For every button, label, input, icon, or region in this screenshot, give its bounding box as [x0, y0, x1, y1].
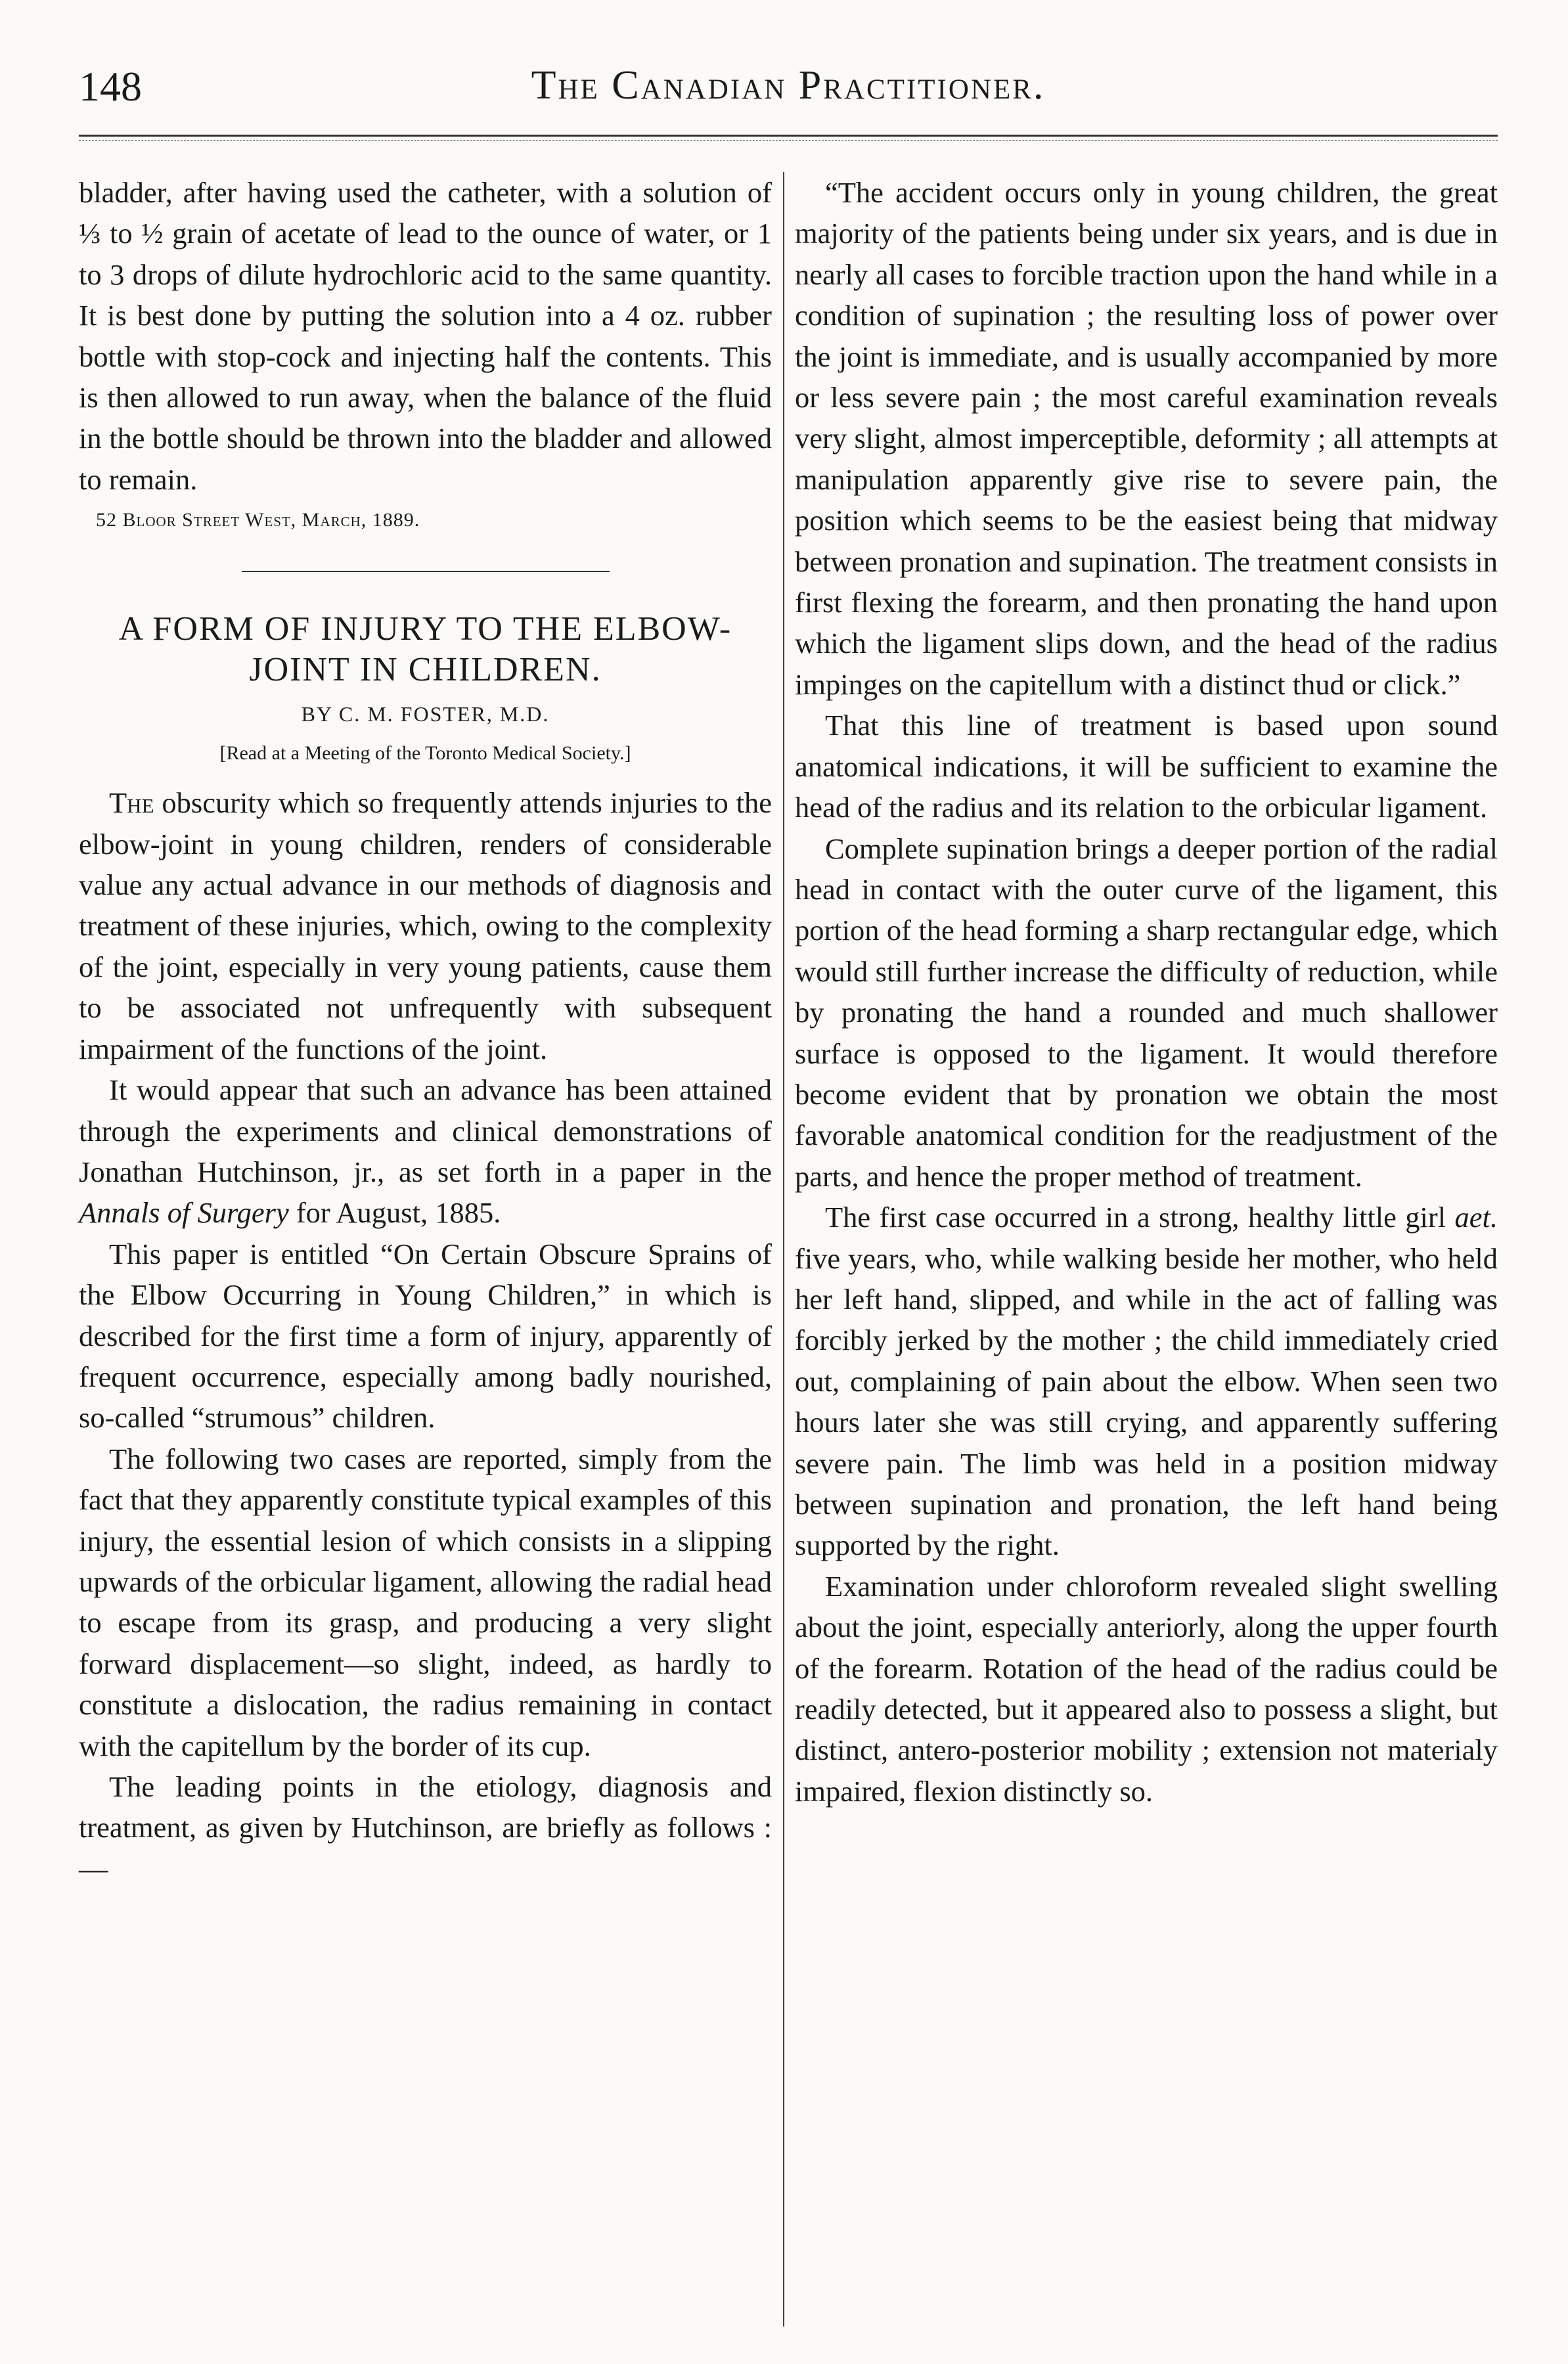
lead-word: The: [109, 786, 154, 820]
body-paragraph-8: [795, 1197, 1498, 1566]
paragraph-text: five years, who, while walking beside her mother, who held her left hand, slipped, and while in the act of falling was forcibly jerked by the mother ; the child immediately cried out, complaining of pain about the elbow. When seen two hours later she was still crying, and apparently suffering severe pain. The limb was held in a position midway between supination and pronation, the left hand being supported by the right.: [795, 1241, 1498, 1562]
journal-name: Annals of Surgery: [79, 1196, 289, 1230]
aet-abbreviation: aet.: [1454, 1201, 1498, 1234]
body-paragraph-1: [79, 782, 772, 1069]
author-byline: BY C. M. FOSTER, M.D.: [301, 702, 550, 726]
paragraph-text: for August, 1885.: [288, 1196, 501, 1230]
header-rule-dashed: [79, 140, 1498, 141]
signature-line: 52 Bloor Street West, March, 1889.: [96, 509, 420, 531]
body-paragraph-9: Examination under chloroform revealed slight swelling about the joint, especially anteriorly, along the upper fourth of the forearm. Rotation of the head of the radius could be readily detected, but it appeared also to possess a slight, but distinct, antero-posterior mobility ; extension not materialy impaired, flexion distinctly so.: [795, 1569, 1498, 1808]
header-rule: [79, 135, 1498, 137]
paragraph-text: The first case occurred in a strong, healthy little girl: [825, 1201, 1455, 1234]
body-paragraph-5: The leading points in the etiology, diagnosis and treatment, as given by Hutchinson, are briefly as follows :—: [79, 1770, 772, 1885]
column-divider: [783, 172, 784, 2327]
article-title: A FORM OF INJURY TO THE ELBOW-JOINT IN CHILDREN.: [118, 610, 732, 689]
body-paragraph-3: This paper is entitled “On Certain Obscure Sprains of the Elbow Occurring in Young Children,” in which is described for the first time a form of injury, apparently of frequent occurrence, especially among badly nourished, so-called “strumous” children.: [79, 1237, 772, 1435]
body-paragraph-6: That this line of treatment is based upon sound anatomical indications, it will be sufficient to examine the head of the radius and its relation to the orbicular ligament.: [795, 709, 1498, 824]
running-title: The Canadian Practitioner.: [531, 63, 1046, 108]
body-paragraph-2: [79, 1069, 772, 1234]
continuation-paragraph: bladder, after having used the catheter, with a solution of ⅓ to ½ grain of acetate of lead to the ounce of water, or 1 to 3 drops of dilute hydrochloric acid to the same quantity. It is best done by putting the solution into a 4 oz. rubber bottle with stop-cock and injecting half the contents. This is then allowed to run away, when the balance of the fluid in the bottle should be thrown into the bladder and allowed to remain.: [79, 176, 772, 496]
right-column: [795, 172, 1498, 1812]
left-column: [79, 172, 772, 1889]
body-paragraph-7: Complete supination brings a deeper portion of the radial head in contact with the outer curve of the ligament, this portion of the head forming a sharp rectangular edge, which would still further increase the difficulty of reduction, while by pronating the hand a rounded and much shallower surface is opposed to the ligament. It would therefore become evident that by pronation we obtain the most favorable anatomical condition for the readjustment of the parts, and hence the proper method of treatment.: [795, 832, 1498, 1193]
body-paragraph-4: The following two cases are reported, simply from the fact that they apparently constitute typical examples of this injury, the essential lesion of which consists in a slipping upwards of the orbicular ligament, allowing the radial head to escape from its grasp, and producing a very slight forward displacement—so slight, indeed, as hardly to constitute a dislocation, the radius remaining in contact with the capitellum by the border of its cup.: [79, 1442, 772, 1762]
section-separator: [242, 571, 610, 572]
page-number: 148: [79, 63, 142, 110]
page-header: [79, 62, 1498, 122]
quoted-paragraph: “The accident occurs only in young children, the great majority of the patients being under six years, and is due in nearly all cases to forcible traction upon the hand while in a condition of supination ; the resulting loss of power over the joint is immediate, and is usually accompanied by more or less severe pain ; the most careful examination reveals very slight, almost imperceptible, deformity ; all attempts at manipulation apparently give rise to severe pain, the position which seems to be the easiest being that midway between pronation and supination. The treatment consists in first flexing the forearm, and then pronating the hand upon which the ligament slips down, and the head of the radius impinges on the capitellum with a distinct thud or click.”: [795, 176, 1498, 701]
paragraph-text: It would appear that such an advance has been attained through the experiments and clinical demonstrations of Jonathan Hutchinson, jr., as set forth in a paper in the: [79, 1073, 772, 1188]
paragraph-text: obscurity which so frequently attends injuries to the elbow-joint in young children, renders of considerable value any actual advance in our methods of diagnosis and treatment of these injuries, which, owing to the complexity of the joint, especially in very young patients, cause them to be associated not unfrequently with subsequent impairment of the functions of the joint.: [79, 786, 772, 1065]
read-note: [Read at a Meeting of the Toronto Medical Society.]: [219, 742, 631, 765]
